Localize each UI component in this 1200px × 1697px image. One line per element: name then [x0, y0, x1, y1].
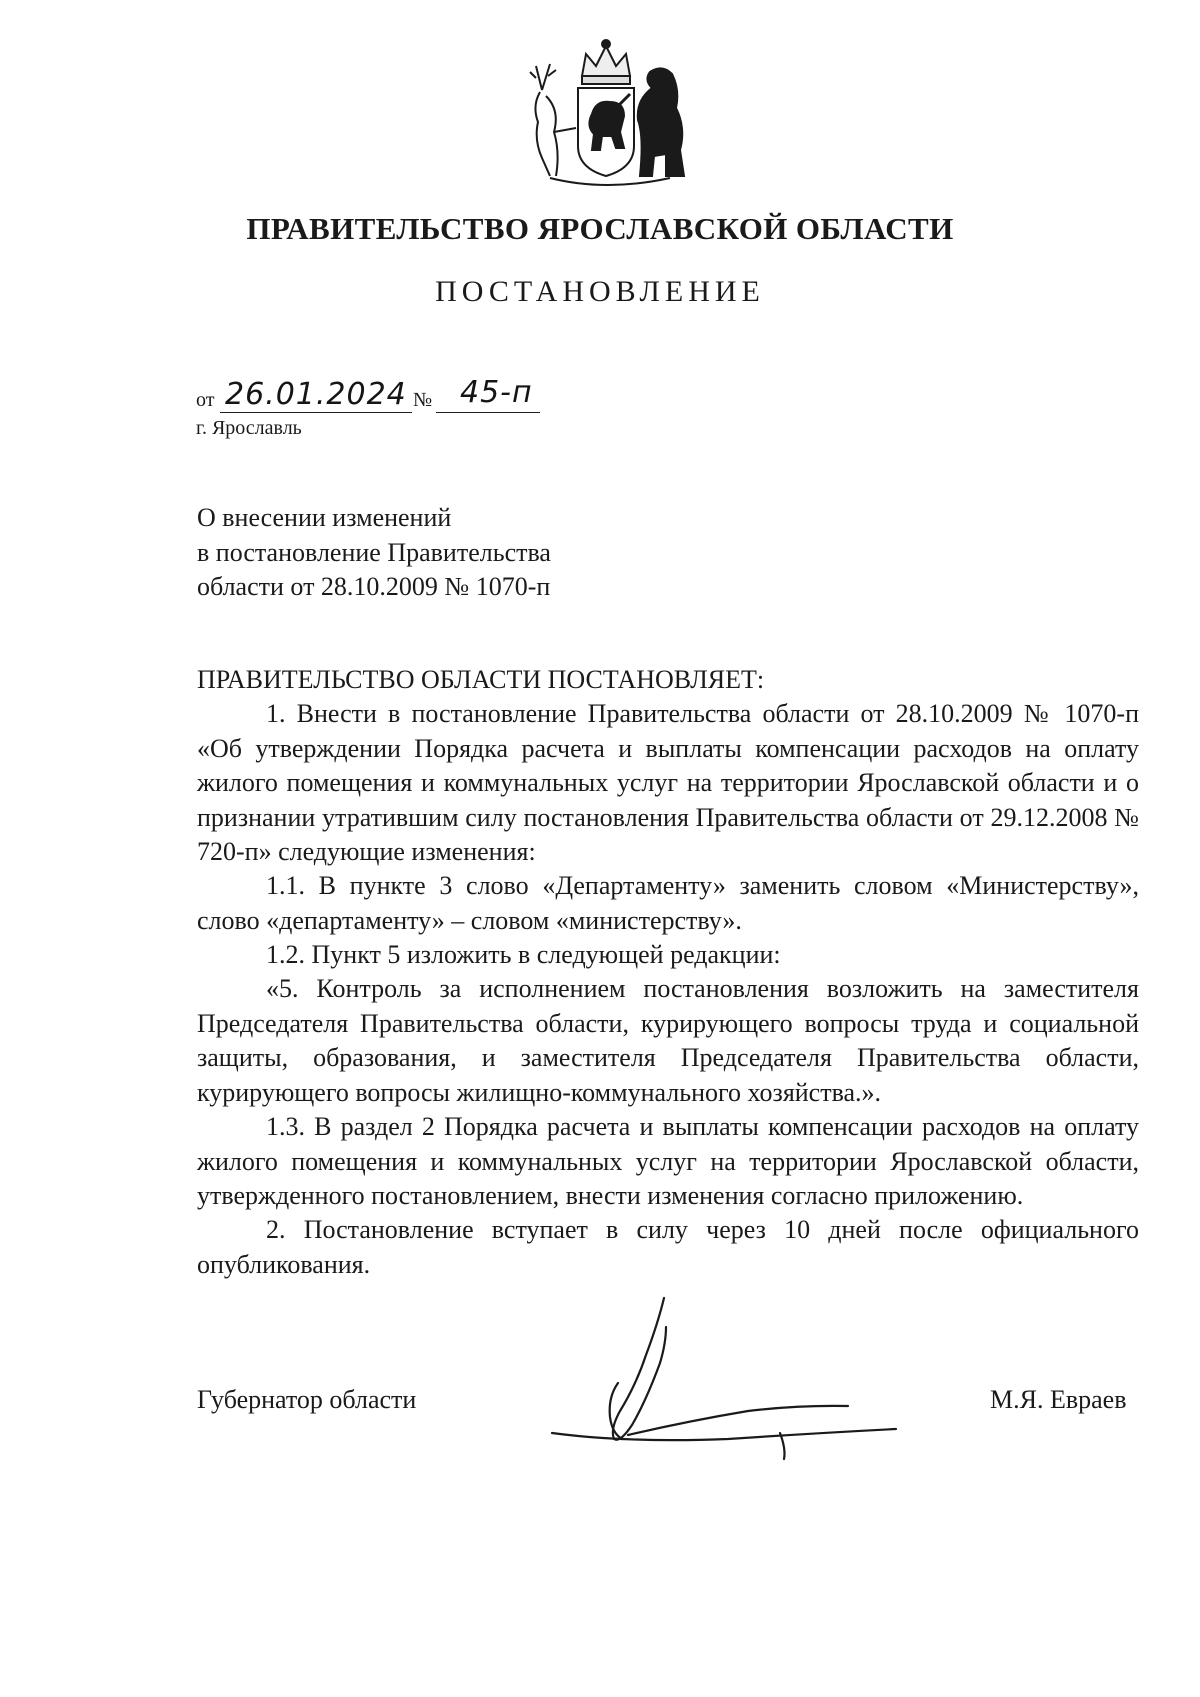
number-underline [436, 412, 540, 413]
coat-of-arms-icon [520, 36, 692, 186]
signatory-name: М.Я. Евраев [990, 1385, 1127, 1414]
paragraph-2: 2. Постановление вступает в силу через 10 дней после официального опубликования. [197, 1215, 1139, 1279]
paragraph-1: 1. Внести в постановление Правительства области от 28.10.2009 № 1070-п «Об утверждении Порядка расчета и выплаты компенсации расходов на оплату жилого помещения и коммунальных услуг на территории Ярославской области и о признании утратившим силу постановления Правительства области от 29.12.2008 № 720-п» следующие изменения: [197, 699, 1139, 866]
paragraph-1-1: 1.1. В пункте 3 слово «Департаменту» заменить словом «Министерству», слово «департаменту» – словом «министерству». [197, 871, 1139, 935]
document-subject [197, 501, 697, 605]
subject-line: области от 28.10.2009 № 1070-п [197, 572, 551, 601]
number-value: 45-п [460, 375, 533, 410]
number-prefix: № [413, 389, 433, 411]
paragraph-1-3: 1.3. В раздел 2 Порядка расчета и выплаты компенсации расходов на оплату жилого помещения и коммунальных услуг на территории Ярославской области, утвержденного постановлением, внести изменения согласно приложению. [197, 1112, 1139, 1210]
date-value: 26.01.2024 [225, 377, 407, 412]
date-prefix: от [196, 389, 215, 411]
paragraph-1-2: 1.2. Пункт 5 изложить в следующей редакции: [266, 940, 781, 969]
handwritten-signature [548, 1293, 908, 1461]
document-type: ПОСТАНОВЛЕНИЕ [435, 275, 765, 308]
subject-line: в постановление Правительства [197, 537, 551, 567]
signatory-position: Губернатор области [197, 1385, 417, 1414]
city: г. Ярославль [196, 417, 302, 439]
paragraph-1-2-quote: «5. Контроль за исполнением постановления возложить на заместителя Председателя Правительства области, курирующего вопросы труда и социальной защиты, образования, и заместителя Председателя Правительства области, курирующего вопросы жилищно-коммунального хозяйства.». [197, 974, 1139, 1107]
organization-title: ПРАВИТЕЛЬСТВО ЯРОСЛАВСКОЙ ОБЛАСТИ [246, 211, 954, 246]
preamble: ПРАВИТЕЛЬСТВО ОБЛАСТИ ПОСТАНОВЛЯЕТ: [197, 665, 765, 694]
subject-line: О внесении изменений [197, 503, 452, 532]
date-underline [220, 412, 412, 413]
